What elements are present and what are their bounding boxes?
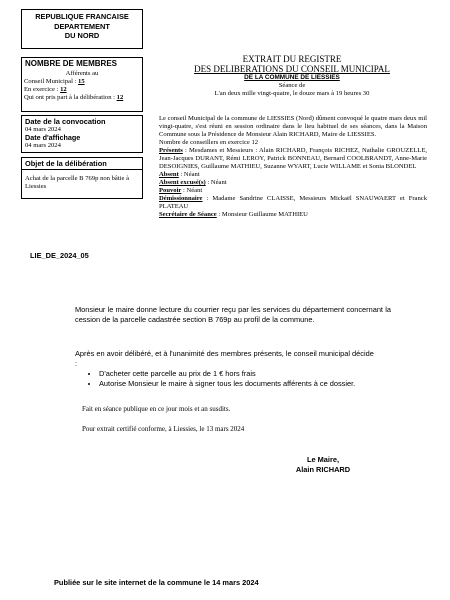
exercice-count: En exercice : 12 <box>24 86 67 93</box>
republic-line: REPUBLIQUE FRANCAISE <box>35 12 129 21</box>
registre-title: EXTRAIT DU REGISTRE <box>242 54 342 64</box>
affichage-title: Date d'affichage <box>25 133 81 142</box>
departement-line: DEPARTEMENT <box>54 21 110 31</box>
deliberation-details <box>159 115 427 243</box>
intro-text: Le conseil Municipal de la commune de LIESSIES (Nord) dûment convoqué le quatre mars deux mil vingt-quatre, s'est réuni en session ordinaire dans le lieu habituel de ses séances, dans la Maison Commune sous la Présidence de Monsieur Alain RICHARD, Maire de LIESSIES. <box>159 115 427 138</box>
objet-title: Objet de la délibération <box>22 158 142 170</box>
demissionnaire-line: Démissionnaire : Madame Sandrine CLAISSE, Messieurs Mickaël SNAUWAERT et Franck PLATEAU <box>159 195 427 210</box>
decision-item: • D'acheter cette parcelle au prix de 1 € hors frais <box>99 369 375 379</box>
commune-line: DE LA COMMUNE DE LIESSIES <box>244 74 340 81</box>
extrait-certifie: Pour extrait certifié conforme, à Liessies, le 13 mars 2024 <box>82 425 245 433</box>
fait-seance: Fait en séance publique en ce jour mois et an susdits. <box>82 405 231 413</box>
afferents-label: Afférents au <box>65 70 99 77</box>
objet-box <box>21 157 143 199</box>
seance-date: L'an deux mille vingt-quatre, le douze mars à 19 heures 30 <box>214 90 370 97</box>
presents-line: Présents : Mesdames et Messieurs : Alain RICHARD, François RICHEZ, Nathalie GROUZELLE, Jean-Jacques DURANT, Rémi LEROY, Patrick BONNEAU, Bernard COOLBRANDT, Anne-Marie DESOIGNIES, Guillaume MATHIEU, Suzanne WYART, Lucie WILLAME et Sonia BLONDEL <box>159 147 427 170</box>
deliberations-title: DES DELIBERATIONS DU CONSEIL MUNICIPAL <box>194 64 390 74</box>
affichage-date: 04 mars 2024 <box>25 142 61 149</box>
secretaire-line: Secrétaire de Séance : Monsieur Guillaume MATHIEU <box>159 211 308 218</box>
nombre-conseillers: Nombre de conseillers en exercice 12 <box>159 139 259 146</box>
signature-block <box>283 455 363 475</box>
excuses-line: Absent excusé(s) : Néant <box>159 179 227 186</box>
conseil-count: Conseil Municipal : 15 <box>24 78 85 85</box>
registre-header <box>157 54 427 98</box>
seance-label: Séance de <box>278 82 306 89</box>
members-box <box>21 57 143 112</box>
paragraph-courrier: Monsieur le maire donne lecture du courrier reçu par les services du département concernant la cession de la parcelle cadastrée section B 769p au profil de la commune. <box>75 305 391 324</box>
signature-title: Le Maire, <box>306 455 340 464</box>
nord-line: DU NORD <box>64 31 100 40</box>
signature-name: Alain RICHARD <box>295 465 351 474</box>
convocation-title: Date de la convocation <box>25 117 106 126</box>
convocation-box <box>21 115 143 153</box>
members-title: NOMBRE DE MEMBRES <box>25 59 118 68</box>
decision-list <box>75 369 375 389</box>
participants-count: Qui ont pris part à la délibération : 12 <box>24 94 124 101</box>
convocation-date: 04 mars 2024 <box>25 126 61 133</box>
pouvoir-line: Pouvoir : Néant <box>159 187 203 194</box>
republic-header-box <box>21 9 143 49</box>
objet-text: Achat de la parcelle B 769p non bâtie à Liessies <box>25 175 129 190</box>
absent-line: Absent : Néant <box>159 171 200 178</box>
paragraph-decision: Après en avoir délibéré, et à l'unanimité des membres présents, le conseil municipal décide : <box>75 349 374 368</box>
decision-block <box>75 349 375 389</box>
decision-item: • Autorise Monsieur le maire à signer tous les documents afférents à ce dossier. <box>99 379 375 389</box>
reference-code: LIE_DE_2024_05 <box>30 251 89 260</box>
publication-footer: Publiée sur le site internet de la commune le 14 mars 2024 <box>54 578 259 587</box>
